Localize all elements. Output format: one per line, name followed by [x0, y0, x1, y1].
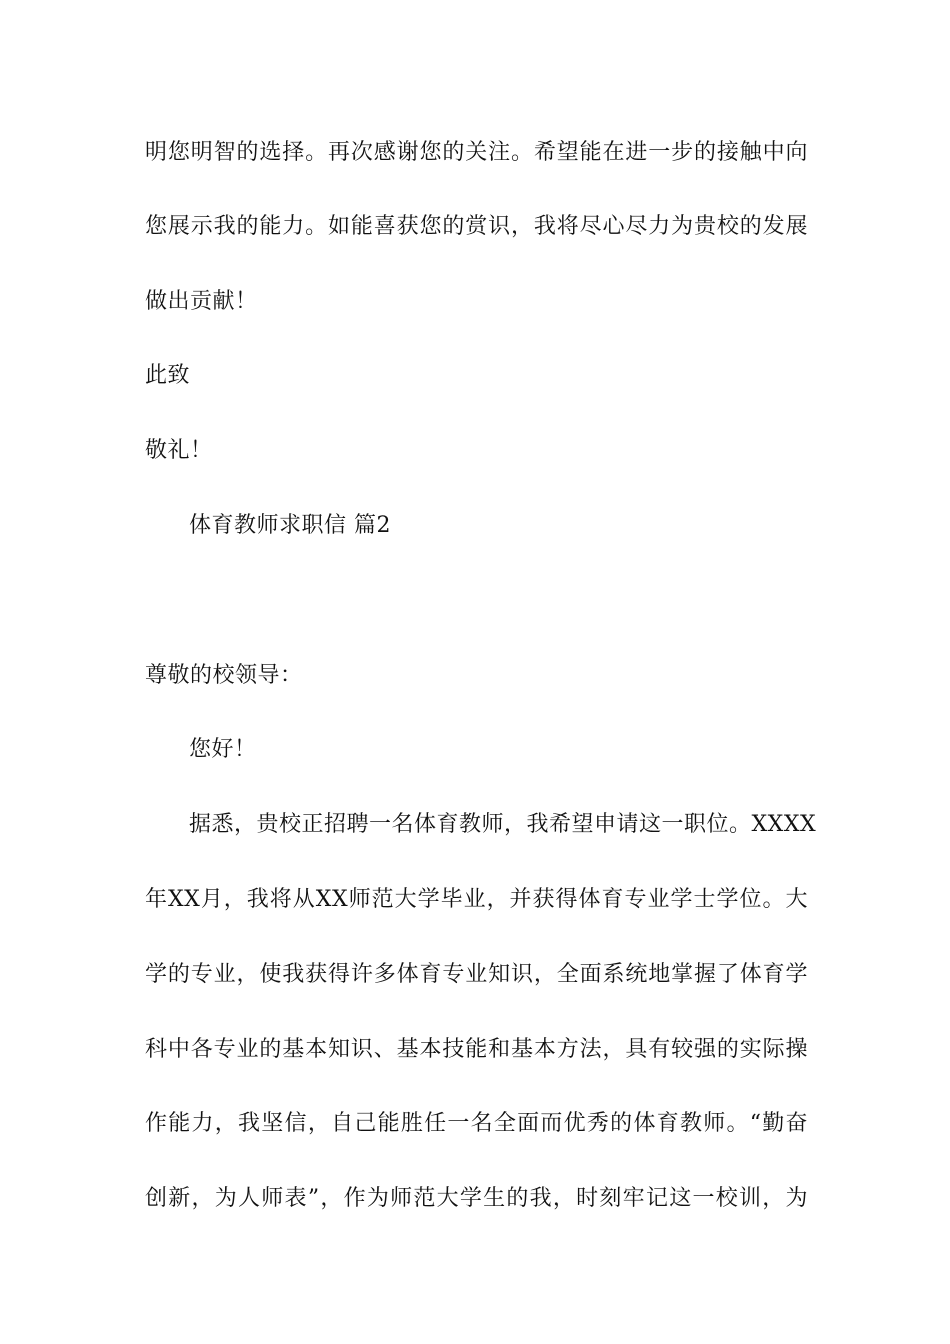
body-text-line: 明您明智的选择。再次感谢您的关注。希望能在进一步的接触中向: [145, 140, 808, 165]
body-text-line: 年XX月，我将从XX师范大学毕业，并获得体育专业学士学位。大: [145, 887, 808, 912]
salutation: 尊敬的校领导：: [145, 663, 303, 688]
body-text-line: 创新，为人师表”，作为师范大学生的我，时刻牢记这一校训，为: [145, 1186, 808, 1211]
greeting: 您好！: [189, 737, 257, 762]
body-text-line: 作能力，我坚信，自己能胜任一名全面而优秀的体育教师。“勤奋: [145, 1111, 808, 1136]
body-text-line: 据悉，贵校正招聘一名体育教师，我希望申请这一职位。XXXX: [189, 812, 817, 837]
section-heading: 体育教师求职信 篇2: [189, 513, 391, 538]
body-text-line: 科中各专业的基本知识、基本技能和基本方法，具有较强的实际操: [145, 1037, 808, 1062]
body-text-line: 做出贡献！: [145, 289, 258, 314]
closing-salutation: 敬礼！: [145, 438, 213, 463]
body-text-line: 学的专业，使我获得许多体育专业知识，全面系统地掌握了体育学: [145, 962, 808, 987]
body-text-line: 您展示我的能力。如能喜获您的赏识，我将尽心尽力为贵校的发展: [145, 214, 808, 239]
closing-phrase: 此致: [145, 363, 191, 388]
